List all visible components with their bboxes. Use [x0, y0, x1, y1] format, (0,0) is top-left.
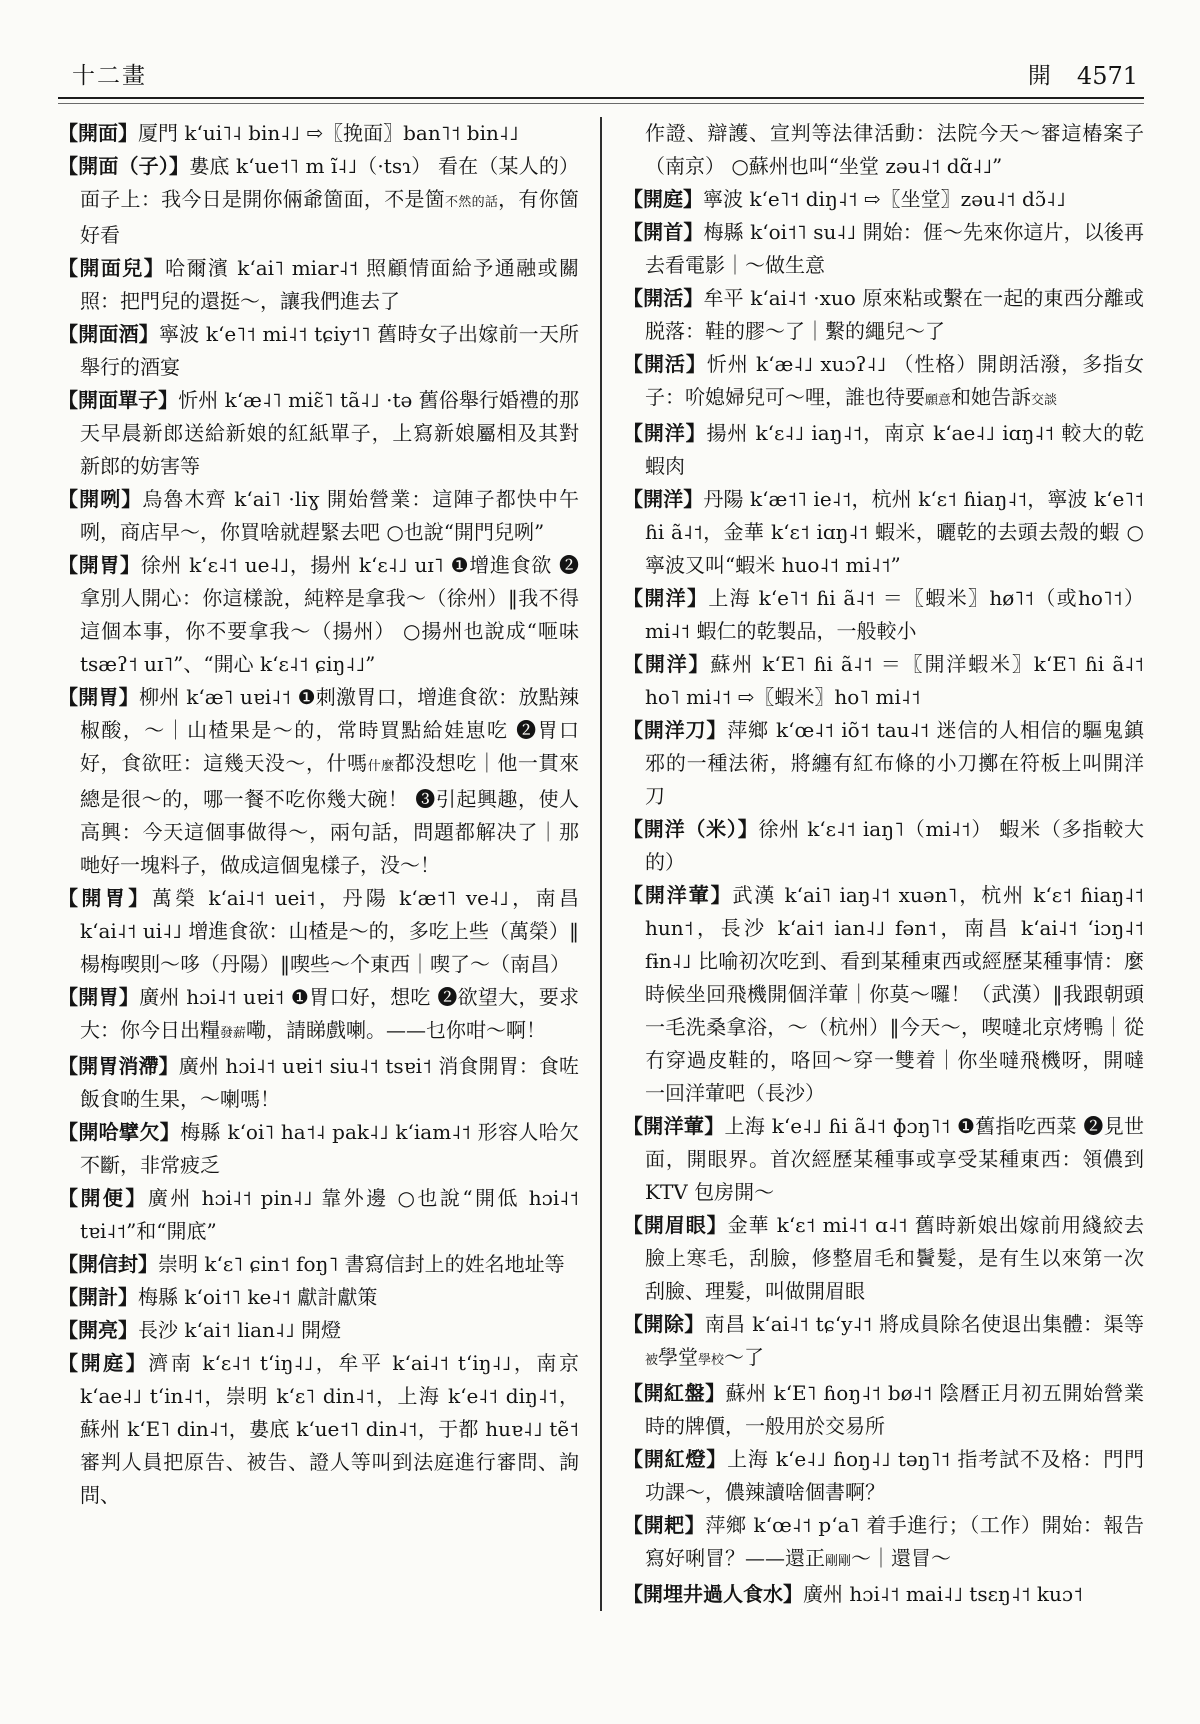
dictionary-entry: 【開哈擘欠】梅縣 kʻoi˥ ha˦˨ pak˨˩ kʻiam˨˦ 形容人哈欠不斷，非常疲乏: [58, 1120, 579, 1177]
dictionary-entry: 【開洋刀】萍鄉 kʻœ˨˦ iõ˦ tau˨˦ 迷信的人相信的驅鬼鎮邪的一種法術，將纏有紅布條的小刀擲在符板上叫開洋刀: [623, 718, 1145, 808]
dictionary-entry: 【開除】南昌 kʻai˨˦ tɕʻy˨˦ 將成員除名使退出集體：渠等被學堂學校～了: [623, 1312, 1145, 1369]
dictionary-entry: 【開面單子】忻州 kʻæ˨˥ miɛ̃˥ tã˨˩ ·tə 舊俗舉行婚禮的那天早晨新郎送給新娘的紅紙單子，上寫新娘屬相及其對新郎的妨害等: [58, 388, 580, 478]
dictionary-entry: 【開便】廣州 hɔi˨˦ pin˨˩ 靠外邊 ○也說“開低 hɔi˨˦ tɐi˨˦”和“開底”: [58, 1186, 580, 1243]
dictionary-entry: 【開信封】崇明 kʻɛ˥ ɕin˦ foŋ˥ 書寫信封上的姓名地址等: [58, 1252, 565, 1276]
dictionary-entry: 【開面（子）】婁底 kʻue˦˥ m ĩ˨˩（·tsɿ） 看在（某人的）面子上：我今日是開你倆爺箇面，不是箇不然的話，有你箇好看: [58, 154, 579, 247]
radical-char: 開: [1027, 63, 1051, 89]
dictionary-entry: 【開胃】萬榮 kʻai˨˦ uei˦，丹陽 kʻæ˦˥ ve˨˩，南昌 kʻai˨˦ ui˨˩ 增進食欲：山楂是～的，多吃上些（萬榮）‖楊梅喫則～哆（丹陽）‖喫些～个東西｜喫了～（南昌）: [58, 886, 580, 976]
dictionary-entry: 【開洋】丹陽 kʻæ˦˥ ie˨˦，杭州 kʻɛ˦ ɦiaŋ˨˦，寧波 kʻe˥˦ ɦi ã˨˦，金華 kʻɛ˦ iɑŋ˨˦ 蝦米，曬乾的去頭去殼的蝦 ○寧波又叫“蝦米 huo˨˦ mi˨˦”: [623, 487, 1145, 577]
dictionary-entry: 【開亮】長沙 kʻai˦ lian˨˩ 開燈: [58, 1318, 342, 1342]
dictionary-entry: 【開埋井過人食水】廣州 hɔi˨˦ mai˨˩ tsɛŋ˨˦ kuɔ˦: [623, 1582, 1083, 1606]
section-label: 十二畫: [72, 63, 147, 89]
dictionary-entry: 【開洋】上海 kʻe˥˦ ɦi ã˨˦ ＝〖蝦米〗hø˥˦（或ho˥˦） mi˨˦ 蝦仁的乾製品，一般較小: [623, 586, 1144, 643]
dictionary-entry: 【開庭】濟南 kʻɛ˨˦ tʻiŋ˨˩，牟平 kʻai˨˦ tʻiŋ˨˩，南京 kʻae˨˩ tʻin˨˦，崇明 kʻɛ˥ din˨˦，上海 kʻe˨˦ diŋ˨˦，蘇州 kʻE˥ din˨˦，婁底 kʻue˦˥ din˨˦，于都 huɐ˨˩ tẽ˦ 審判人員把原告、被告、證人等叫到法庭進行審問、詢問、: [58, 1351, 579, 1507]
dictionary-entry: 【開計】梅縣 kʻoi˦˥ ke˨˦ 獻計獻策: [58, 1285, 378, 1309]
left-column: [58, 117, 600, 1611]
page-number: 4571: [1076, 62, 1138, 90]
dictionary-entry: 【開洋（米）】徐州 kʻɛ˨˦ iaŋ˥（mi˨˦） 蝦米（多指較大的）: [623, 817, 1145, 874]
dictionary-entry: 【開胃】柳州 kʻæ˥ uɐi˨˦ ❶刺激胃口，增進食欲：放點辣椒酸，～｜山楂果是～的，常時買點給娃崽吃 ❷胃口好，食欲旺：這幾天没～，什嗎什麼都没想吃｜他一貫來總是很～的，哪一餐不吃你幾大碗！ ❸引起興趣，使人高興：今天這個事做得～，兩句話，問題都解决了｜那哋好一塊料子，做成這個鬼樣子，没～！: [58, 685, 579, 877]
dictionary-entry: 【開面酒】寧波 kʻe˥˦ mi˨˦ tɕiy˦˥ 舊時女子出嫁前一天所舉行的酒宴: [58, 322, 580, 379]
dictionary-entry: 【開耙】萍鄉 kʻœ˨˦ pʻa˥ 着手進行；（工作）開始：報告寫好唎冒？——還正剛剛～｜還冒～: [623, 1513, 1145, 1570]
header-rule: [58, 97, 1144, 104]
dictionary-entry: 【開洋】揚州 kʻɛ˨˩ iaŋ˨˦，南京 kʻae˨˩ iɑŋ˨˦ 較大的乾蝦肉: [623, 421, 1144, 478]
dictionary-entry: 【開紅盤】蘇州 kʻE˥ ɦoŋ˨˦ bø˨˦ 陰曆正月初五開始營業時的牌價，一般用於交易所: [623, 1381, 1145, 1438]
dictionary-entry: 【開面】厦門 kʻui˥˨ bin˨˩ ⇨〖挽面〗ban˥˦ bin˨˩: [58, 121, 519, 145]
dictionary-entry: 【開面兒】哈爾濱 kʻai˥ miar˨˦ 照顧情面給予通融或關照：把門兒的還挺～，讓我們進去了: [58, 256, 579, 313]
right-column: [602, 117, 1144, 1611]
page-header: [58, 52, 1144, 90]
header-right: [1028, 57, 1138, 90]
dictionary-entry: 【開洋】蘇州 kʻE˥ ɦi ã˨˦ ＝〖開洋蝦米〗kʻE˥ ɦi ã˨˦ ho˥ mi˨˦ ⇨〖蝦米〗ho˥ mi˨˦: [623, 652, 1145, 709]
text-columns: [58, 117, 1144, 1611]
dictionary-entry: 【開胃】徐州 kʻɛ˨˦ ue˨˩，揚州 kʻɛ˨˩ uɪ˥ ❶增進食欲 ❷拿別人開心：你這樣說，純粹是拿我～（徐州）‖我不得這個本事，你不要拿我～（揚州） ○揚州也說成“咂味 tsæʔ˦ uɪ˥”、“開心 kʻɛ˨˦ ɕiŋ˨˩”: [58, 553, 580, 676]
dictionary-entry: 【開活】牟平 kʻai˨˦ ·xuo 原來粘或繫在一起的東西分離或脱落：鞋的膠～了｜繫的繩兒～了: [623, 286, 1145, 343]
dictionary-entry: 【開紅燈】上海 kʻe˨˩ ɦoŋ˨˩ təŋ˥˦ 指考試不及格：門門功課～，儂辣讀啥個書啊？: [623, 1447, 1145, 1504]
dictionary-entry: 【開洋葷】武漢 kʻai˥ iaŋ˨˦ xuən˥，杭州 kʻɛ˦ ɦiaŋ˨˦ hun˦，長沙 kʻai˦ ian˨˩ fən˦，南昌 kʻai˨˦ ʻiɔŋ˨˦ fɨn˨˩ 比喻初次吃到、看到某種東西或經歷某種事情：麼時候坐回飛機開個洋葷｜你莫～囉！（武漢）‖我跟朝頭一毛洗桑拿浴，～（杭州）‖今天～，喫噠北京烤鴨｜從冇穿過皮鞋的，咯回～穿一雙着｜你坐噠飛機呀，開噠一回洋葷吧（長沙）: [623, 883, 1145, 1105]
dictionary-entry: 【開眉眼】金華 kʻɛ˦ mi˨˦ ɑ˨˦ 舊時新娘出嫁前用綫絞去臉上寒毛，刮臉，修整眉毛和鬢髮，是有生以來第一次刮臉、理髮，叫做開眉眼: [623, 1213, 1145, 1303]
dictionary-entry: 【開胃】廣州 hɔi˨˦ uɐi˦ ❶胃口好，想吃 ❷欲望大，要求大：你今日出糧發薪嘞，請睇戲喇。——乜你咁～啊！: [58, 985, 579, 1042]
entry-continuation: 作證、辯護、宣判等法律活動：法院今天～審這樁案子（南京） ○蘇州也叫“坐堂 zəu˨˦ dɑ̃˨˩”: [645, 121, 1144, 178]
dictionary-entry: 【開庭】寧波 kʻe˥˦ diŋ˨˦ ⇨〖坐堂〗zəu˨˦ dɔ̃˨˩: [623, 187, 1066, 211]
dictionary-entry: 【開洋葷】上海 kʻe˨˩ ɦi ã˨˦ ɸɔŋ˥˦ ❶舊指吃西菜 ❷見世面，開眼界。首次經歷某種事或享受某種東西：領儂到 KTV 包房開～: [623, 1114, 1145, 1204]
dictionary-entry: 【開咧】烏魯木齊 kʻai˥ ·liɣ 開始營業：這陣子都快中午咧，商店早～，你買啥就趕緊去吧 ○也說“開門兒咧”: [58, 487, 579, 544]
dictionary-entry: 【開胃消滯】廣州 hɔi˨˦ uɐi˦ siu˨˦ tsɐi˦ 消食開胃：食咗飯食啲生果，～喇嗎！: [58, 1054, 580, 1111]
dictionary-entry: 【開活】忻州 kʻæ˨˩ xuɔʔ˨˩ （性格）開朗活潑，多指女子：吤媳婦兒可～哩，誰也待要願意和她告訴交談: [623, 352, 1145, 409]
dictionary-entry: 【開首】梅縣 kʻoi˦˥ su˨˩ 開始：𠊎～先來你這片，以後再去看電影｜～做生意: [623, 220, 1144, 277]
